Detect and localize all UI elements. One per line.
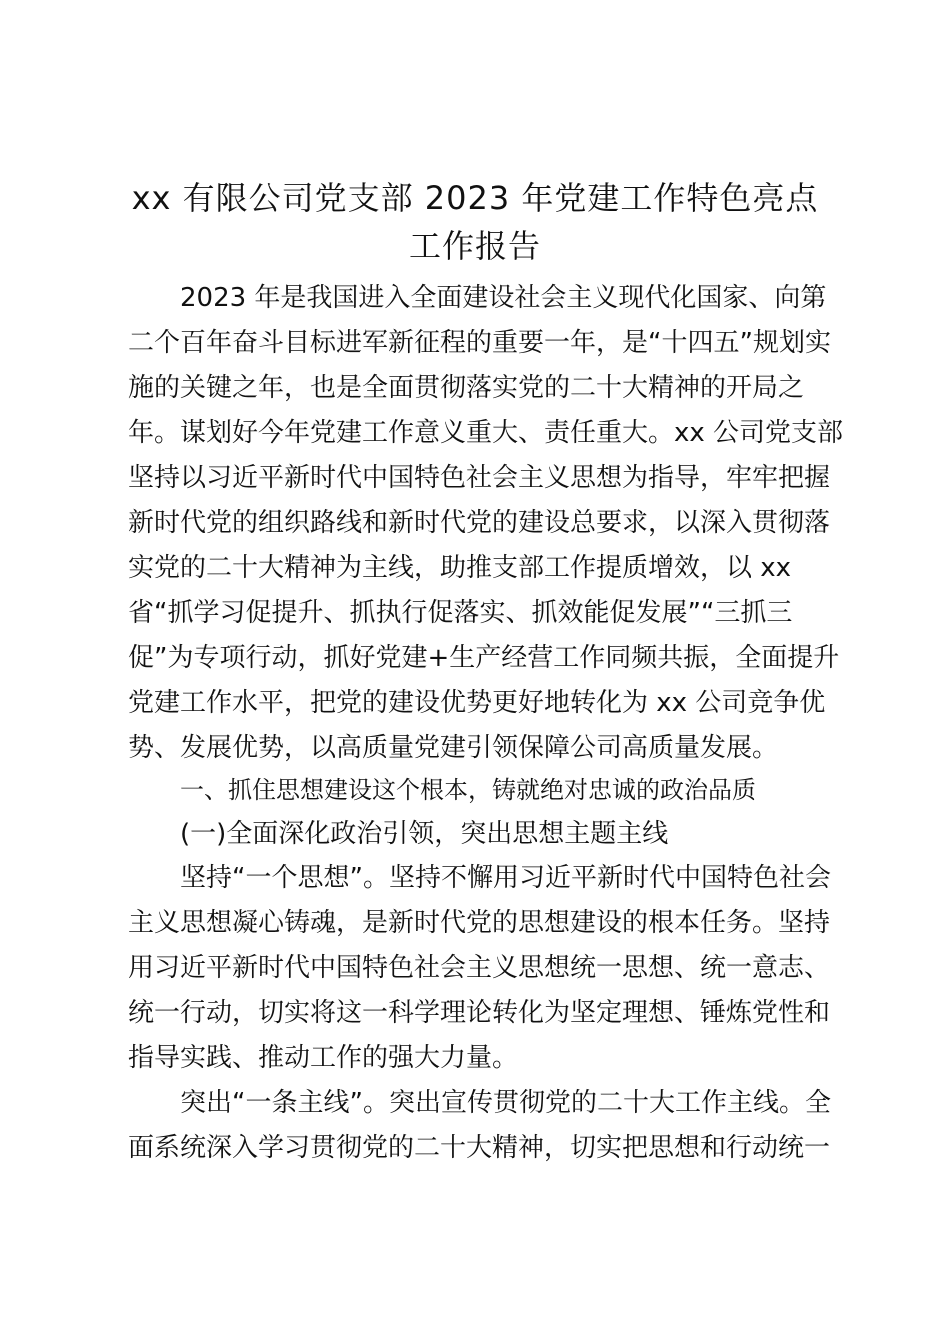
paragraph-line: 实党的二十大精神为主线，助推支部工作提质增效，以 xx: [128, 553, 792, 583]
paragraph-line: 新时代党的组织路线和新时代党的建设总要求，以深入贯彻落: [128, 508, 831, 538]
subsection-heading: (一)全面深化政治引领，突出思想主题主线: [180, 819, 669, 849]
document-title-line-2: 工作报告: [408, 227, 541, 265]
paragraph-line: 党建工作水平，把党的建设优势更好地转化为 xx 公司竞争优: [128, 688, 826, 718]
document-title-line-1: xx 有限公司党支部 2023 年党建工作特色亮点: [131, 179, 819, 217]
paragraph-line: 2023 年是我国进入全面建设社会主义现代化国家、向第: [180, 283, 827, 313]
paragraph-line: 省“抓学习促提升、抓执行促落实、抓效能促发展”“三抓三: [128, 598, 793, 628]
paragraph-line: 统一行动，切实将这一科学理论转化为坚定理想、锤炼党性和: [128, 998, 831, 1028]
paragraph-line: 坚持“一个思想”。坚持不懈用习近平新时代中国特色社会: [180, 863, 831, 893]
section-heading: 一、抓住思想建设这个根本，铸就绝对忠诚的政治品质: [180, 776, 756, 804]
paragraph-line: 促”为专项行动，抓好党建+生产经营工作同频共振，全面提升: [128, 643, 840, 673]
paragraph-line: 面系统深入学习贯彻党的二十大精神，切实把思想和行动统一: [128, 1133, 831, 1163]
paragraph-line: 突出“一条主线”。突出宣传贯彻党的二十大工作主线。全: [180, 1088, 831, 1118]
paragraph-line: 用习近平新时代中国特色社会主义思想统一思想、统一意志、: [128, 953, 831, 983]
paragraph-line: 施的关键之年，也是全面贯彻落实党的二十大精神的开局之: [128, 373, 805, 403]
paragraph-line: 指导实践、推动工作的强大力量。: [128, 1043, 519, 1073]
paragraph-line: 坚持以习近平新时代中国特色社会主义思想为指导，牢牢把握: [128, 463, 831, 493]
paragraph-line: 主义思想凝心铸魂，是新时代党的思想建设的根本任务。坚持: [128, 908, 831, 938]
paragraph-line: 年。谋划好今年党建工作意义重大、责任重大。xx 公司党支部: [128, 418, 844, 448]
paragraph-line: 二个百年奋斗目标进军新征程的重要一年，是“十四五”规划实: [128, 328, 831, 358]
paragraph-line: 势、发展优势，以高质量党建引领保障公司高质量发展。: [128, 733, 779, 763]
